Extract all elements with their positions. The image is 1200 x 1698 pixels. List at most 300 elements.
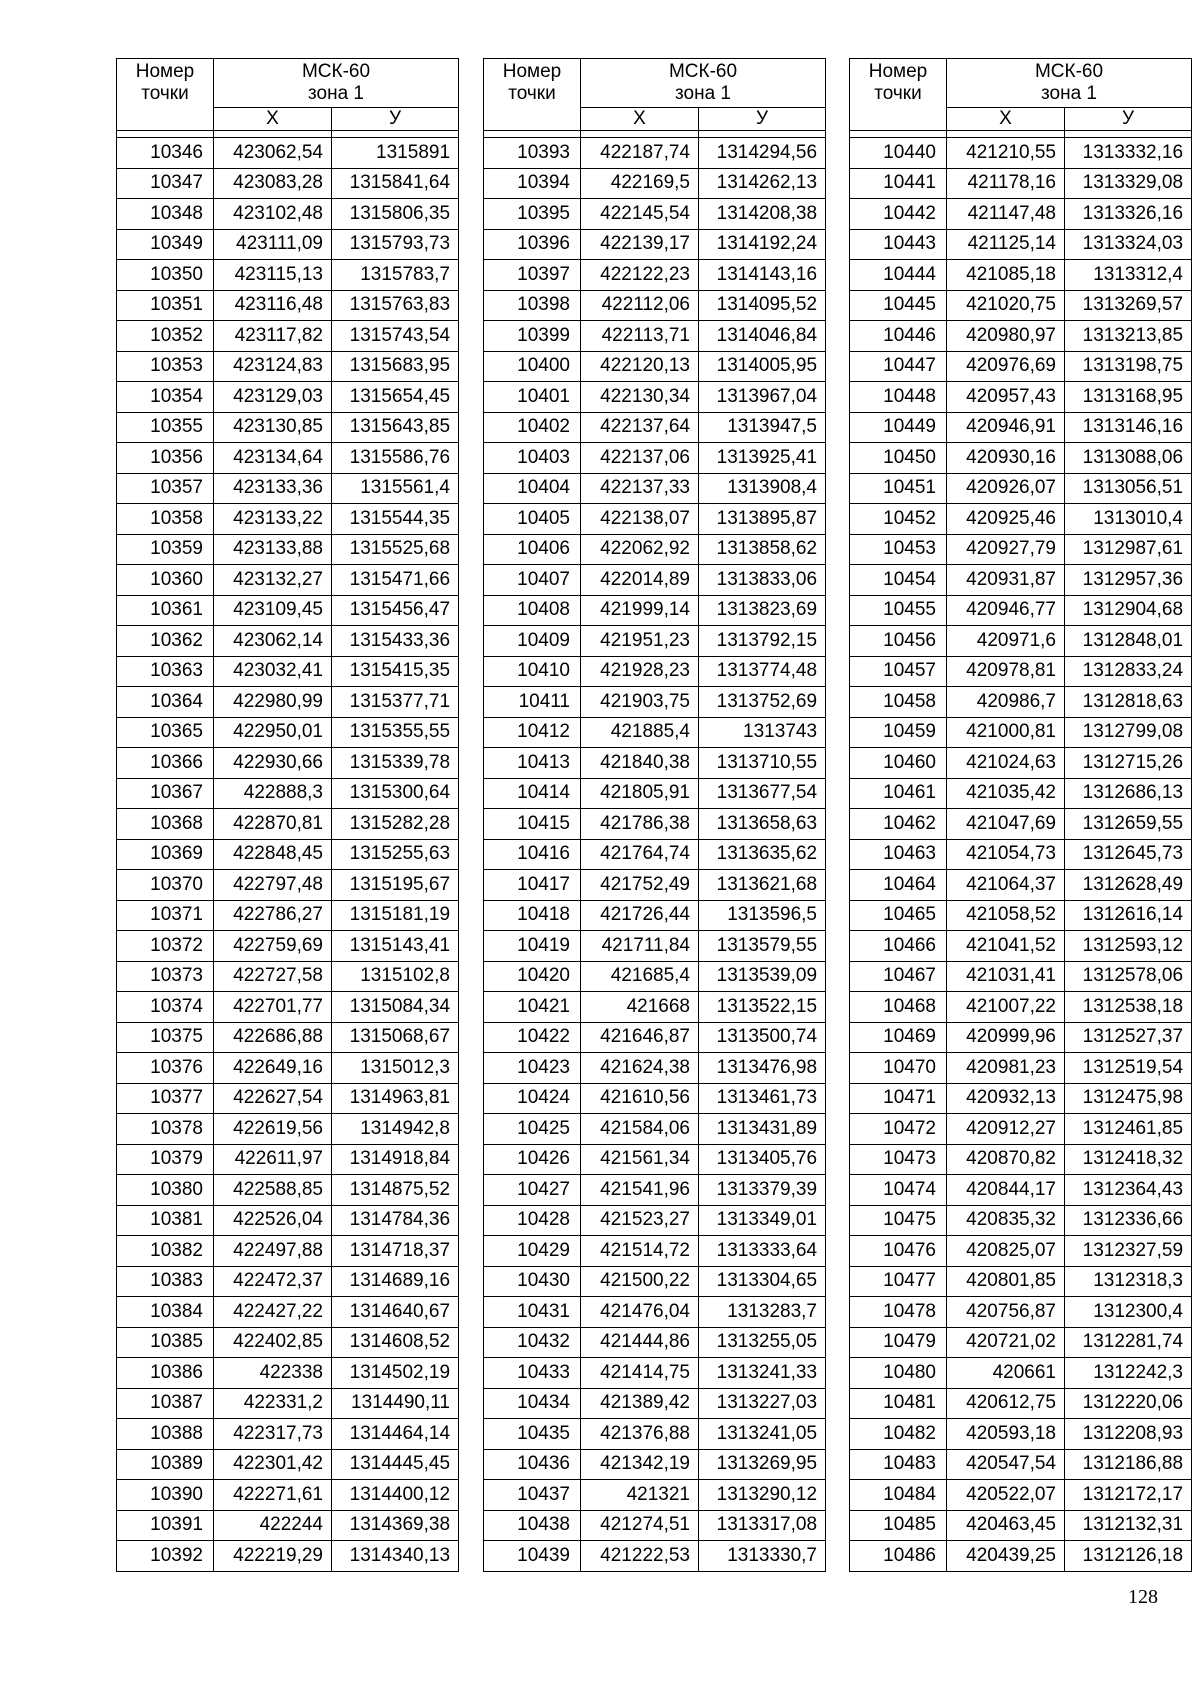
x-coordinate-cell: 421210,55 (947, 138, 1065, 169)
point-number-cell: 10486 (850, 1541, 947, 1572)
x-coordinate-cell: 422120,13 (581, 351, 699, 382)
x-coordinate-cell: 420981,23 (947, 1053, 1065, 1084)
y-coordinate-cell: 1313579,55 (699, 931, 826, 962)
x-coordinate-cell: 421646,87 (581, 1022, 699, 1053)
x-coordinate-cell: 420932,13 (947, 1083, 1065, 1114)
point-number-cell: 10422 (484, 1022, 581, 1053)
x-coordinate-cell: 421668 (581, 992, 699, 1023)
x-coordinate-cell: 422244 (214, 1510, 332, 1541)
point-number-cell: 10411 (484, 687, 581, 718)
point-number-cell: 10450 (850, 443, 947, 474)
table-row (850, 534, 1192, 565)
table-row (117, 351, 459, 382)
y-coordinate-cell: 1313752,69 (699, 687, 826, 718)
y-coordinate-cell: 1314294,56 (699, 138, 826, 169)
x-coordinate-cell: 423132,27 (214, 565, 332, 596)
y-coordinate-cell: 1314262,13 (699, 168, 826, 199)
table-row (850, 717, 1192, 748)
point-number-cell: 10421 (484, 992, 581, 1023)
y-coordinate-cell: 1315084,34 (332, 992, 459, 1023)
y-coordinate-cell: 1315806,35 (332, 199, 459, 230)
y-coordinate-cell: 1314046,84 (699, 321, 826, 352)
y-coordinate-cell: 1313333,64 (699, 1236, 826, 1267)
y-coordinate-cell: 1313198,75 (1065, 351, 1192, 382)
x-coordinate-cell: 420661 (947, 1358, 1065, 1389)
point-number-cell: 10371 (117, 900, 214, 931)
table-row (850, 1236, 1192, 1267)
y-coordinate-cell: 1313269,95 (699, 1449, 826, 1480)
x-coordinate-cell: 423083,28 (214, 168, 332, 199)
y-coordinate-cell: 1312578,06 (1065, 961, 1192, 992)
y-coordinate-cell: 1312172,17 (1065, 1480, 1192, 1511)
table-row (117, 443, 459, 474)
y-coordinate-cell: 1313088,06 (1065, 443, 1192, 474)
point-number-cell: 10420 (484, 961, 581, 992)
x-coordinate-cell: 422338 (214, 1358, 332, 1389)
x-coordinate-cell: 421047,69 (947, 809, 1065, 840)
point-number-cell: 10390 (117, 1480, 214, 1511)
point-number-cell: 10426 (484, 1144, 581, 1175)
table-row (117, 1510, 459, 1541)
point-number-cell: 10353 (117, 351, 214, 382)
y-coordinate-cell: 1313304,65 (699, 1266, 826, 1297)
point-number-cell: 10406 (484, 534, 581, 565)
table-row (850, 1022, 1192, 1053)
point-number-cell: 10438 (484, 1510, 581, 1541)
table-row (850, 626, 1192, 657)
table-row (850, 870, 1192, 901)
y-coordinate-cell: 1314718,37 (332, 1236, 459, 1267)
y-coordinate-cell: 1314502,19 (332, 1358, 459, 1389)
x-coordinate-cell: 423032,41 (214, 656, 332, 687)
header-spacer-row (117, 131, 459, 138)
y-coordinate-cell: 1315471,66 (332, 565, 459, 596)
x-coordinate-cell: 421147,48 (947, 199, 1065, 230)
x-coordinate-cell: 422686,88 (214, 1022, 332, 1053)
x-coordinate-cell: 422014,89 (581, 565, 699, 596)
table-row (117, 687, 459, 718)
point-number-cell: 10376 (117, 1053, 214, 1084)
table-row (850, 778, 1192, 809)
table-row (117, 870, 459, 901)
point-number-cell: 10454 (850, 565, 947, 596)
point-number-cell: 10449 (850, 412, 947, 443)
x-coordinate-cell: 422497,88 (214, 1236, 332, 1267)
y-coordinate-cell: 1315068,67 (332, 1022, 459, 1053)
y-coordinate-cell: 1315456,47 (332, 595, 459, 626)
x-coordinate-cell: 420439,25 (947, 1541, 1065, 1572)
x-coordinate-cell: 421007,22 (947, 992, 1065, 1023)
x-coordinate-cell: 421885,4 (581, 717, 699, 748)
y-coordinate-cell: 1312461,85 (1065, 1114, 1192, 1145)
y-coordinate-cell: 1313349,01 (699, 1205, 826, 1236)
table-row (850, 351, 1192, 382)
header-system-name: МСК-60 (668, 61, 738, 82)
x-coordinate-cell: 421541,96 (581, 1175, 699, 1206)
point-number-cell: 10458 (850, 687, 947, 718)
table-row (484, 992, 826, 1023)
x-coordinate-cell: 422145,54 (581, 199, 699, 230)
x-coordinate-cell: 420844,17 (947, 1175, 1065, 1206)
table-row (117, 961, 459, 992)
x-coordinate-cell: 422122,23 (581, 260, 699, 291)
header-zone: зона 1 (675, 83, 731, 104)
point-number-cell: 10350 (117, 260, 214, 291)
y-coordinate-cell: 1313168,95 (1065, 382, 1192, 413)
table-row (484, 931, 826, 962)
point-number-cell: 10444 (850, 260, 947, 291)
x-coordinate-cell: 421903,75 (581, 687, 699, 718)
point-number-cell: 10417 (484, 870, 581, 901)
point-number-cell: 10398 (484, 290, 581, 321)
point-number-cell: 10403 (484, 443, 581, 474)
point-number-cell: 10459 (850, 717, 947, 748)
coordinates-table-2 (483, 58, 826, 1572)
y-coordinate-cell: 1314400,12 (332, 1480, 459, 1511)
y-coordinate-cell: 1315891 (332, 138, 459, 169)
y-coordinate-cell: 1314192,24 (699, 229, 826, 260)
point-number-cell: 10399 (484, 321, 581, 352)
y-coordinate-cell: 1315195,67 (332, 870, 459, 901)
y-coordinate-cell: 1315743,54 (332, 321, 459, 352)
point-number-cell: 10472 (850, 1114, 947, 1145)
y-coordinate-cell: 1312220,06 (1065, 1388, 1192, 1419)
y-coordinate-cell: 1312987,61 (1065, 534, 1192, 565)
x-coordinate-cell: 421414,75 (581, 1358, 699, 1389)
x-coordinate-cell: 420946,77 (947, 595, 1065, 626)
y-coordinate-cell: 1313743 (699, 717, 826, 748)
point-number-cell: 10357 (117, 473, 214, 504)
x-coordinate-cell: 423102,48 (214, 199, 332, 230)
point-number-cell: 10466 (850, 931, 947, 962)
y-coordinate-cell: 1313500,74 (699, 1022, 826, 1053)
table-row (484, 443, 826, 474)
table-row (117, 1358, 459, 1389)
point-number-cell: 10469 (850, 1022, 947, 1053)
y-coordinate-cell: 1315377,71 (332, 687, 459, 718)
point-number-cell: 10362 (117, 626, 214, 657)
y-coordinate-cell: 1315433,36 (332, 626, 459, 657)
point-number-cell: 10401 (484, 382, 581, 413)
point-number-cell: 10427 (484, 1175, 581, 1206)
y-coordinate-cell: 1314445,45 (332, 1449, 459, 1480)
y-coordinate-cell: 1315783,7 (332, 260, 459, 291)
y-coordinate-cell: 1315544,35 (332, 504, 459, 535)
point-number-cell: 10354 (117, 382, 214, 413)
table-row (117, 534, 459, 565)
y-coordinate-cell: 1312957,36 (1065, 565, 1192, 596)
x-coordinate-cell: 420931,87 (947, 565, 1065, 596)
x-coordinate-cell: 420522,07 (947, 1480, 1065, 1511)
y-coordinate-cell: 1315525,68 (332, 534, 459, 565)
y-coordinate-cell: 1312715,26 (1065, 748, 1192, 779)
point-number-cell: 10373 (117, 961, 214, 992)
table-row (484, 1083, 826, 1114)
table-row (850, 229, 1192, 260)
x-coordinate-cell: 422137,33 (581, 473, 699, 504)
point-number-cell: 10413 (484, 748, 581, 779)
x-coordinate-cell: 422619,56 (214, 1114, 332, 1145)
point-number-cell: 10437 (484, 1480, 581, 1511)
y-coordinate-cell: 1312281,74 (1065, 1327, 1192, 1358)
x-coordinate-cell: 421476,04 (581, 1297, 699, 1328)
x-coordinate-cell: 421064,37 (947, 870, 1065, 901)
y-coordinate-cell: 1314918,84 (332, 1144, 459, 1175)
point-number-cell: 10377 (117, 1083, 214, 1114)
point-number-cell: 10483 (850, 1449, 947, 1480)
x-coordinate-cell: 421085,18 (947, 260, 1065, 291)
y-coordinate-cell: 1312418,32 (1065, 1144, 1192, 1175)
y-coordinate-cell: 1313461,73 (699, 1083, 826, 1114)
y-coordinate-cell: 1313241,05 (699, 1419, 826, 1450)
point-number-cell: 10471 (850, 1083, 947, 1114)
x-coordinate-cell: 420547,54 (947, 1449, 1065, 1480)
x-coordinate-cell: 421764,74 (581, 839, 699, 870)
table-row (117, 656, 459, 687)
point-number-cell: 10464 (850, 870, 947, 901)
x-coordinate-cell: 421274,51 (581, 1510, 699, 1541)
table-row (117, 1205, 459, 1236)
table-row (117, 290, 459, 321)
x-coordinate-cell: 421125,14 (947, 229, 1065, 260)
x-coordinate-cell: 423062,14 (214, 626, 332, 657)
y-coordinate-cell: 1312336,66 (1065, 1205, 1192, 1236)
x-coordinate-cell: 421523,27 (581, 1205, 699, 1236)
x-coordinate-cell: 421058,52 (947, 900, 1065, 931)
point-number-cell: 10395 (484, 199, 581, 230)
y-coordinate-cell: 1312833,24 (1065, 656, 1192, 687)
x-coordinate-cell: 422301,42 (214, 1449, 332, 1480)
point-number-cell: 10428 (484, 1205, 581, 1236)
x-coordinate-cell: 422848,45 (214, 839, 332, 870)
x-coordinate-cell: 422588,85 (214, 1175, 332, 1206)
point-number-cell: 10478 (850, 1297, 947, 1328)
point-number-cell: 10477 (850, 1266, 947, 1297)
point-number-cell: 10442 (850, 199, 947, 230)
table-row (850, 260, 1192, 291)
point-number-cell: 10397 (484, 260, 581, 291)
point-number-cell: 10378 (117, 1114, 214, 1145)
table-row (850, 1449, 1192, 1480)
point-number-cell: 10412 (484, 717, 581, 748)
y-coordinate-cell: 1312616,14 (1065, 900, 1192, 931)
x-coordinate-cell: 421624,38 (581, 1053, 699, 1084)
point-number-cell: 10430 (484, 1266, 581, 1297)
y-coordinate-cell: 1313010,4 (1065, 504, 1192, 535)
point-number-cell: 10414 (484, 778, 581, 809)
table-row (484, 1510, 826, 1541)
table-row (850, 199, 1192, 230)
table-row (117, 1053, 459, 1084)
x-coordinate-cell: 420463,45 (947, 1510, 1065, 1541)
y-coordinate-cell: 1313539,09 (699, 961, 826, 992)
header-coordinate-system (214, 59, 459, 108)
table-row (117, 1419, 459, 1450)
y-coordinate-cell: 1312527,37 (1065, 1022, 1192, 1053)
point-number-cell: 10352 (117, 321, 214, 352)
table-row (850, 595, 1192, 626)
header-zone: зона 1 (308, 83, 364, 104)
table-row (117, 1144, 459, 1175)
x-coordinate-cell: 420870,82 (947, 1144, 1065, 1175)
y-coordinate-cell: 1315012,3 (332, 1053, 459, 1084)
point-number-cell: 10410 (484, 656, 581, 687)
x-coordinate-cell: 422759,69 (214, 931, 332, 962)
table-row (484, 1541, 826, 1572)
table-row (484, 260, 826, 291)
point-number-cell: 10363 (117, 656, 214, 687)
y-coordinate-cell: 1312132,31 (1065, 1510, 1192, 1541)
y-coordinate-cell: 1315255,63 (332, 839, 459, 870)
point-number-cell: 10365 (117, 717, 214, 748)
table-row (484, 534, 826, 565)
table-row (484, 1480, 826, 1511)
x-coordinate-cell: 422472,37 (214, 1266, 332, 1297)
y-coordinate-cell: 1313925,41 (699, 443, 826, 474)
table-row (484, 1266, 826, 1297)
table-row (850, 1358, 1192, 1389)
point-number-cell: 10415 (484, 809, 581, 840)
point-number-cell: 10456 (850, 626, 947, 657)
x-coordinate-cell: 422888,3 (214, 778, 332, 809)
x-coordinate-cell: 423133,36 (214, 473, 332, 504)
x-coordinate-cell: 420980,97 (947, 321, 1065, 352)
table-row (850, 1144, 1192, 1175)
y-coordinate-cell: 1313255,05 (699, 1327, 826, 1358)
x-coordinate-cell: 421041,52 (947, 931, 1065, 962)
x-coordinate-cell: 423133,22 (214, 504, 332, 535)
table-row (117, 1297, 459, 1328)
y-coordinate-cell: 1313379,39 (699, 1175, 826, 1206)
table-row (117, 1083, 459, 1114)
x-coordinate-cell: 420926,07 (947, 473, 1065, 504)
x-coordinate-cell: 420912,27 (947, 1114, 1065, 1145)
y-coordinate-cell: 1315683,95 (332, 351, 459, 382)
point-number-cell: 10431 (484, 1297, 581, 1328)
table-row (484, 595, 826, 626)
point-number-cell: 10405 (484, 504, 581, 535)
y-coordinate-cell: 1312186,88 (1065, 1449, 1192, 1480)
table-row (850, 1114, 1192, 1145)
y-coordinate-cell: 1313332,16 (1065, 138, 1192, 169)
point-number-cell: 10453 (850, 534, 947, 565)
header-x: Х (214, 108, 332, 131)
table-row (117, 565, 459, 596)
table-row (850, 321, 1192, 352)
y-coordinate-cell: 1313908,4 (699, 473, 826, 504)
point-number-cell: 10425 (484, 1114, 581, 1145)
x-coordinate-cell: 422139,17 (581, 229, 699, 260)
table-row (850, 412, 1192, 443)
point-number-cell: 10408 (484, 595, 581, 626)
y-coordinate-cell: 1312645,73 (1065, 839, 1192, 870)
table-row (484, 1022, 826, 1053)
table-row (117, 717, 459, 748)
point-number-cell: 10391 (117, 1510, 214, 1541)
x-coordinate-cell: 422526,04 (214, 1205, 332, 1236)
table-row (117, 504, 459, 535)
x-coordinate-cell: 421999,14 (581, 595, 699, 626)
y-coordinate-cell: 1313635,62 (699, 839, 826, 870)
table-row (850, 992, 1192, 1023)
x-coordinate-cell: 423111,09 (214, 229, 332, 260)
y-coordinate-cell: 1313658,63 (699, 809, 826, 840)
x-coordinate-cell: 421178,16 (947, 168, 1065, 199)
x-coordinate-cell: 421024,63 (947, 748, 1065, 779)
x-coordinate-cell: 422611,97 (214, 1144, 332, 1175)
table-row (117, 931, 459, 962)
y-coordinate-cell: 1313317,08 (699, 1510, 826, 1541)
x-coordinate-cell: 420978,81 (947, 656, 1065, 687)
x-coordinate-cell: 423129,03 (214, 382, 332, 413)
header-zone: зона 1 (1041, 83, 1097, 104)
table-row (117, 1236, 459, 1267)
x-coordinate-cell: 420593,18 (947, 1419, 1065, 1450)
x-coordinate-cell: 420946,91 (947, 412, 1065, 443)
point-number-cell: 10416 (484, 839, 581, 870)
point-number-cell: 10360 (117, 565, 214, 596)
table-row (850, 1175, 1192, 1206)
table-row (850, 565, 1192, 596)
x-coordinate-cell: 420927,79 (947, 534, 1065, 565)
point-number-cell: 10446 (850, 321, 947, 352)
point-number-cell: 10386 (117, 1358, 214, 1389)
table-row (117, 748, 459, 779)
table-row (484, 199, 826, 230)
y-coordinate-cell: 1313476,98 (699, 1053, 826, 1084)
y-coordinate-cell: 1314608,52 (332, 1327, 459, 1358)
point-number-cell: 10467 (850, 961, 947, 992)
point-number-cell: 10479 (850, 1327, 947, 1358)
y-coordinate-cell: 1312848,01 (1065, 626, 1192, 657)
x-coordinate-cell: 421321 (581, 1480, 699, 1511)
y-coordinate-cell: 1313792,15 (699, 626, 826, 657)
x-coordinate-cell: 420976,69 (947, 351, 1065, 382)
x-coordinate-cell: 421752,49 (581, 870, 699, 901)
x-coordinate-cell: 423116,48 (214, 290, 332, 321)
x-coordinate-cell: 422331,2 (214, 1388, 332, 1419)
x-coordinate-cell: 420756,87 (947, 1297, 1065, 1328)
x-coordinate-cell: 420957,43 (947, 382, 1065, 413)
y-coordinate-cell: 1313947,5 (699, 412, 826, 443)
table-row (484, 1297, 826, 1328)
y-coordinate-cell: 1312818,63 (1065, 687, 1192, 718)
table-row (484, 504, 826, 535)
point-number-cell: 10348 (117, 199, 214, 230)
point-number-cell: 10460 (850, 748, 947, 779)
y-coordinate-cell: 1315355,55 (332, 717, 459, 748)
x-coordinate-cell: 421786,38 (581, 809, 699, 840)
point-number-cell: 10468 (850, 992, 947, 1023)
point-number-cell: 10418 (484, 900, 581, 931)
table-row (117, 1449, 459, 1480)
y-coordinate-cell: 1313858,62 (699, 534, 826, 565)
y-coordinate-cell: 1312126,18 (1065, 1541, 1192, 1572)
y-coordinate-cell: 1312300,4 (1065, 1297, 1192, 1328)
y-coordinate-cell: 1313710,55 (699, 748, 826, 779)
table-row (850, 473, 1192, 504)
y-coordinate-cell: 1312538,18 (1065, 992, 1192, 1023)
header-point-number: Номер точки (484, 59, 581, 131)
point-number-cell: 10396 (484, 229, 581, 260)
y-coordinate-cell: 1312686,13 (1065, 778, 1192, 809)
point-number-cell: 10443 (850, 229, 947, 260)
y-coordinate-cell: 1314689,16 (332, 1266, 459, 1297)
y-coordinate-cell: 1315586,76 (332, 443, 459, 474)
y-coordinate-cell: 1314640,67 (332, 1297, 459, 1328)
y-coordinate-cell: 1313312,4 (1065, 260, 1192, 291)
x-coordinate-cell: 420825,07 (947, 1236, 1065, 1267)
